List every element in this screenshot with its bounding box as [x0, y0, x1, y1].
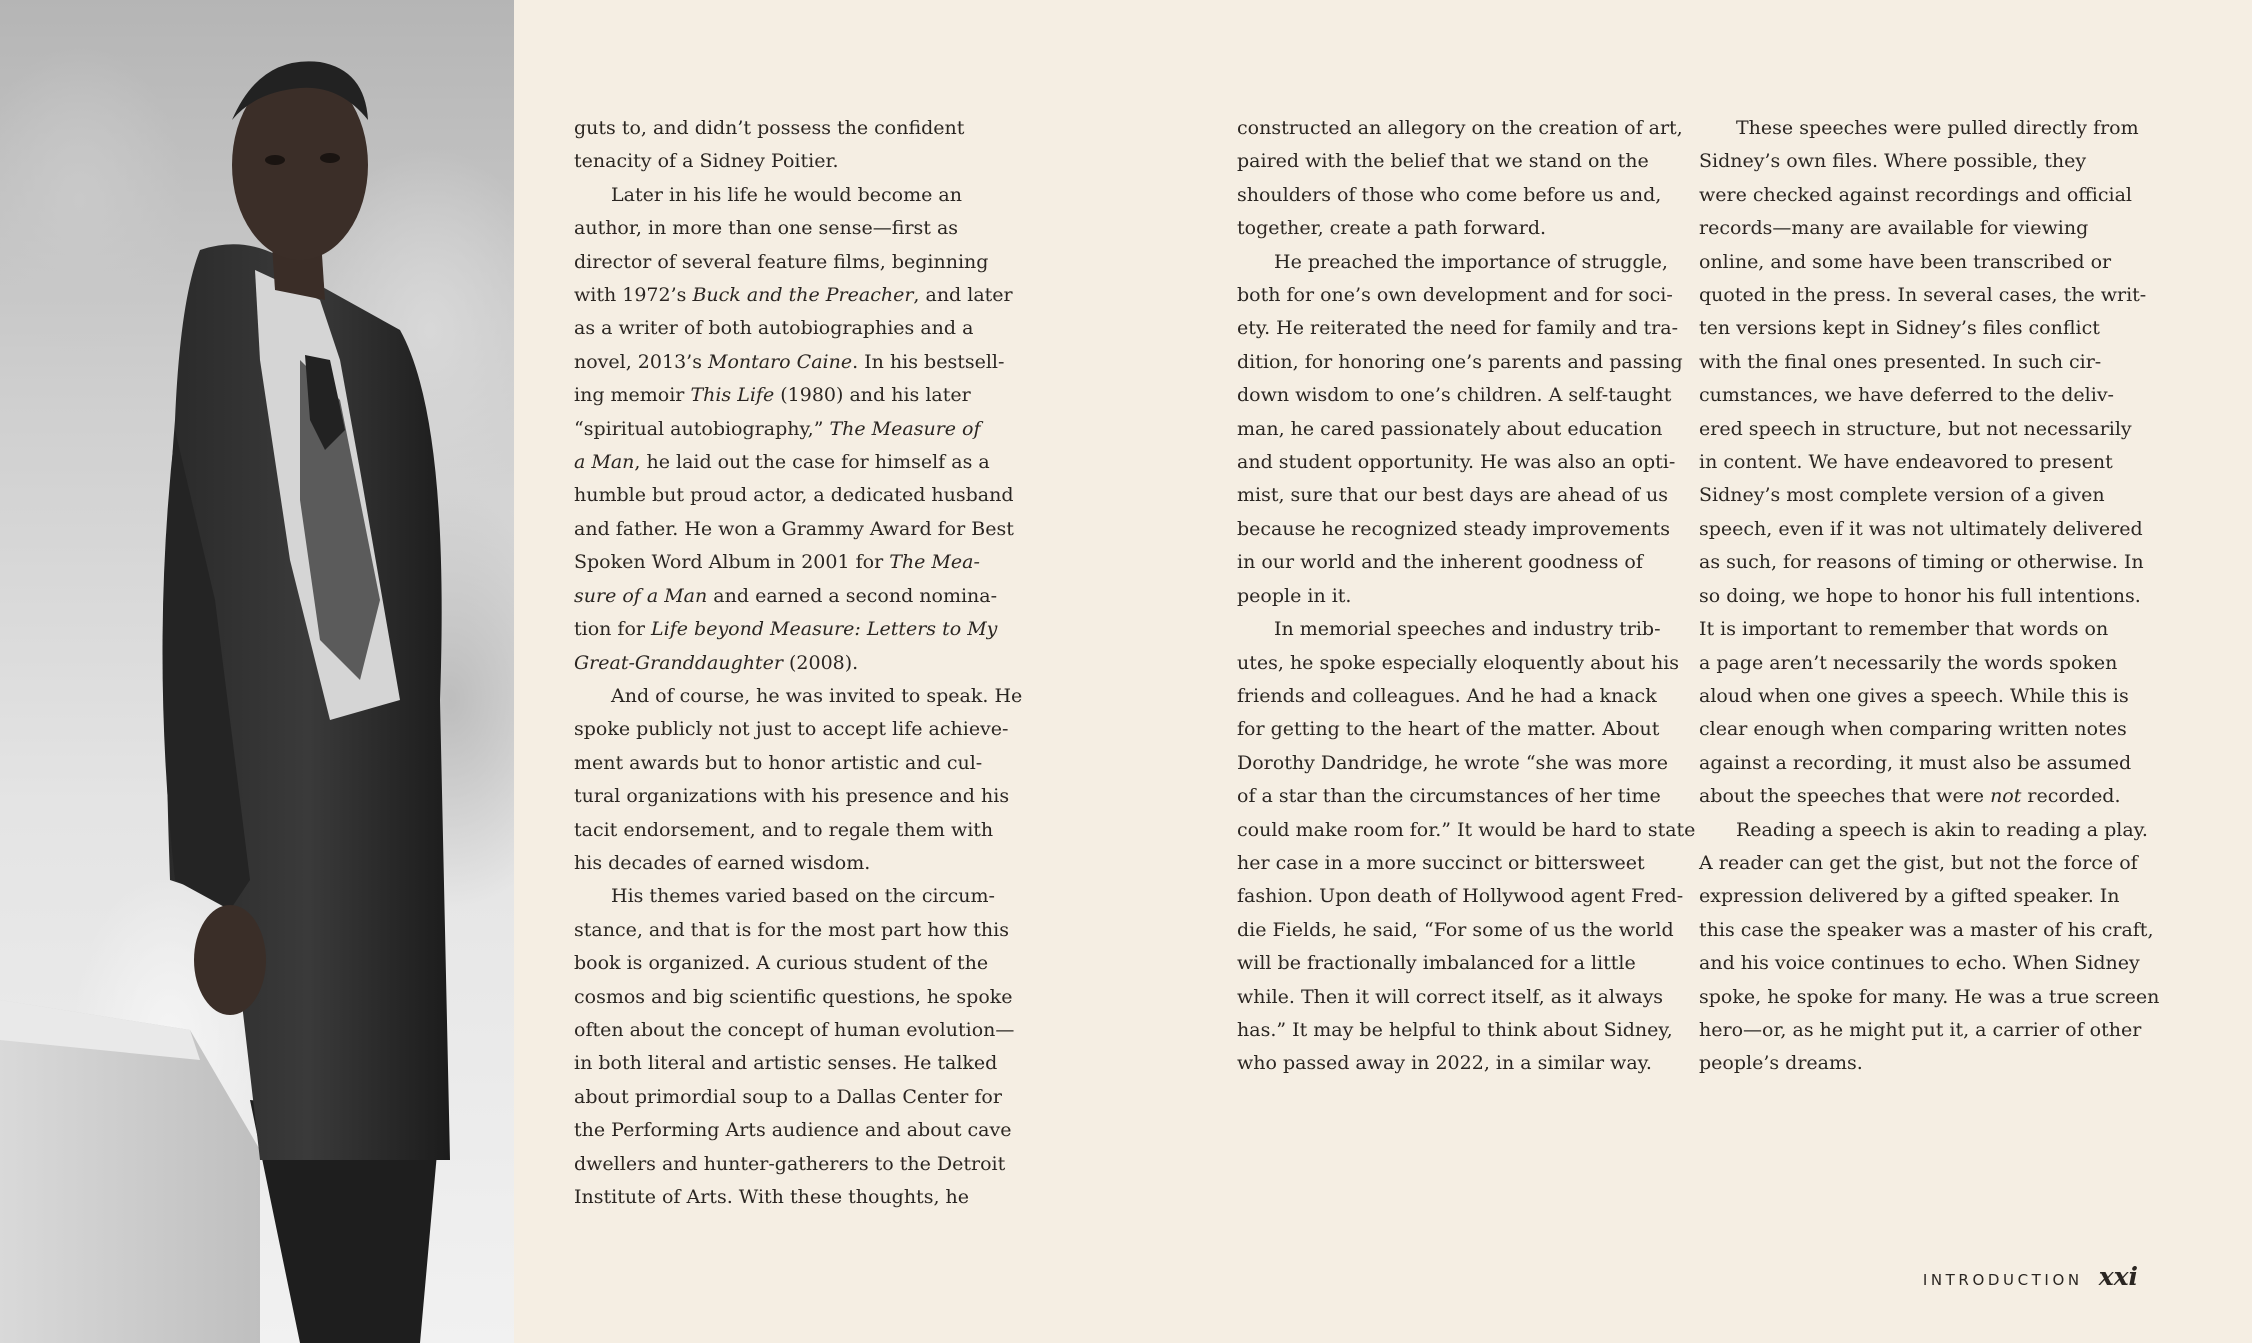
text-line: tenacity of a Sidney Poitier. [574, 150, 839, 173]
page-footer [1923, 1262, 2138, 1291]
text-line: A reader can get the gist, but not the force of [1699, 851, 2138, 874]
text-line: Spoken Word Album in 2001 for The Mea- [574, 551, 980, 574]
text-line: Later in his life he would become an [611, 183, 962, 206]
text-line: It is important to remember that words on [1699, 618, 2109, 641]
text-line: both for one’s own development and for soci- [1237, 284, 1673, 307]
text-line: author, in more than one sense—first as [574, 217, 959, 240]
text-line: as a writer of both autobiographies and a [574, 317, 974, 340]
text-line: down wisdom to one’s children. A self-taught [1237, 384, 1672, 407]
text-line: ered speech in structure, but not necessarily [1699, 417, 2132, 440]
text-line: fashion. Upon death of Hollywood agent Fred- [1237, 885, 1684, 908]
section-label: INTRODUCTION [1922, 1271, 2083, 1289]
text-line: And of course, he was invited to speak. He [611, 684, 1023, 707]
text-line: this case the speaker was a master of his craft, [1699, 918, 2154, 941]
text-line: Great-Granddaughter (2008). [574, 651, 859, 674]
text-line: cumstances, we have deferred to the deliv- [1699, 384, 2114, 407]
text-line: friends and colleagues. And he had a knack [1237, 684, 1657, 707]
text-line: spoke publicly not just to accept life achieve- [574, 718, 1009, 741]
text-line: “spiritual autobiography,” The Measure of [574, 417, 981, 440]
text-line: records—many are available for viewing [1699, 217, 2089, 240]
text-line: shoulders of those who come before us and, [1237, 183, 1662, 206]
text-line: ten versions kept in Sidney’s files conflict [1699, 317, 2100, 340]
text-line: ing memoir This Life (1980) and his later [574, 384, 971, 407]
text-line: people’s dreams. [1699, 1052, 1863, 1075]
text-line: has.” It may be helpful to think about Sidney, [1237, 1018, 1673, 1041]
portrait-photo [0, 0, 514, 1343]
text-line: and father. He won a Grammy Award for Best [574, 517, 1014, 540]
text-line: cosmos and big scientific questions, he spoke [574, 985, 1013, 1008]
text-line: ety. He reiterated the need for family and tra- [1237, 317, 1679, 340]
text-line: while. Then it will correct itself, as it always [1237, 985, 1664, 1008]
text-line: a page aren’t necessarily the words spoken [1699, 651, 2118, 674]
text-line: because he recognized steady improvements [1237, 517, 1671, 540]
text-line: so doing, we hope to honor his full intentions. [1699, 584, 2141, 607]
text-line: were checked against recordings and official [1699, 183, 2132, 206]
text-line: mist, sure that our best days are ahead of us [1237, 484, 1668, 507]
text-line: sure of a Man and earned a second nomina- [574, 584, 998, 607]
text-line: humble but proud actor, a dedicated husband [574, 484, 1014, 507]
text-line: who passed away in 2022, in a similar way. [1237, 1052, 1652, 1075]
text-line: spoke, he spoke for many. He was a true screen [1699, 985, 2160, 1008]
text-line: novel, 2013’s Montaro Caine. In his bestsell- [574, 350, 1005, 373]
text-column-3 [1699, 112, 2160, 1081]
text-line: dwellers and hunter-gatherers to the Detroit [574, 1152, 1006, 1175]
text-line: as such, for reasons of timing or otherwise. In [1699, 551, 2144, 574]
text-line: tacit endorsement, and to regale them with [574, 818, 994, 841]
text-column-1 [574, 112, 1023, 1214]
text-line: Reading a speech is akin to reading a play. [1736, 818, 2148, 841]
text-line: and student opportunity. He was also an opti- [1237, 451, 1676, 474]
text-line: the Performing Arts audience and about cave [574, 1119, 1012, 1142]
text-line: His themes varied based on the circum- [611, 885, 995, 908]
text-line: of a star than the circumstances of her time [1237, 785, 1661, 808]
text-line: clear enough when comparing written notes [1699, 718, 2127, 741]
text-column-2 [1237, 112, 1696, 1081]
text-line: about the speeches that were not recorded. [1699, 785, 2121, 808]
text-line: with the final ones presented. In such cir- [1699, 350, 2102, 373]
text-line: In memorial speeches and industry trib- [1274, 618, 1661, 641]
text-line: Sidney’s own files. Where possible, they [1699, 150, 2087, 173]
text-line: and his voice continues to echo. When Sidney [1699, 952, 2140, 975]
text-line: his decades of earned wisdom. [574, 851, 871, 874]
text-line: stance, and that is for the most part how this [574, 918, 1009, 941]
text-line: paired with the belief that we stand on the [1237, 150, 1649, 173]
text-line: expression delivered by a gifted speaker. In [1699, 885, 2120, 908]
text-line: director of several feature films, beginning [574, 250, 989, 273]
text-line: guts to, and didn’t possess the confident [574, 117, 965, 139]
text-line: online, and some have been transcribed or [1699, 250, 2112, 273]
text-line: with 1972’s Buck and the Preacher, and later [574, 284, 1013, 307]
text-line: together, create a path forward. [1237, 217, 1547, 240]
text-line: for getting to the heart of the matter. About [1237, 718, 1660, 741]
text-line: constructed an allegory on the creation of art, [1237, 117, 1683, 139]
text-line: man, he cared passionately about education [1237, 417, 1663, 440]
text-line: in both literal and artistic senses. He talked [574, 1052, 998, 1075]
text-line: will be fractionally imbalanced for a little [1237, 952, 1636, 975]
text-line: book is organized. A curious student of the [574, 952, 989, 975]
text-line: Institute of Arts. With these thoughts, he [574, 1186, 970, 1208]
text-line: in content. We have endeavored to present [1699, 451, 2113, 474]
text-line: in our world and the inherent goodness of [1237, 551, 1643, 574]
text-line: quoted in the press. In several cases, the writ- [1699, 284, 2147, 307]
text-line: dition, for honoring one’s parents and passing [1237, 350, 1683, 373]
text-line: He preached the importance of struggle, [1274, 250, 1668, 273]
text-line: speech, even if it was not ultimately delivered [1699, 517, 2143, 540]
page-number: xxi [2098, 1262, 2138, 1291]
text-line: Dorothy Dandridge, he wrote “she was more [1237, 751, 1668, 774]
text-line: a Man, he laid out the case for himself as a [574, 451, 990, 474]
text-line: These speeches were pulled directly from [1736, 117, 2139, 139]
portrait-figure [0, 0, 514, 1343]
text-line: could make room for.” It would be hard to state [1237, 818, 1696, 841]
text-line: hero—or, as he might put it, a carrier of other [1699, 1018, 2142, 1041]
text-line: die Fields, he said, “For some of us the world [1237, 918, 1674, 941]
text-line: against a recording, it must also be assumed [1699, 751, 2132, 774]
text-line: utes, he spoke especially eloquently about his [1237, 651, 1680, 674]
text-line: aloud when one gives a speech. While this is [1699, 684, 2129, 707]
text-line: tural organizations with his presence and his [574, 785, 1010, 808]
text-line: her case in a more succinct or bittersweet [1237, 851, 1645, 874]
text-line: ment awards but to honor artistic and cul- [574, 751, 983, 774]
text-line: about primordial soup to a Dallas Center for [574, 1085, 1002, 1108]
text-line: tion for Life beyond Measure: Letters to My [574, 618, 998, 641]
text-line: often about the concept of human evolution— [574, 1018, 1015, 1041]
text-line: people in it. [1237, 584, 1352, 607]
text-line: Sidney’s most complete version of a given [1699, 484, 2105, 507]
